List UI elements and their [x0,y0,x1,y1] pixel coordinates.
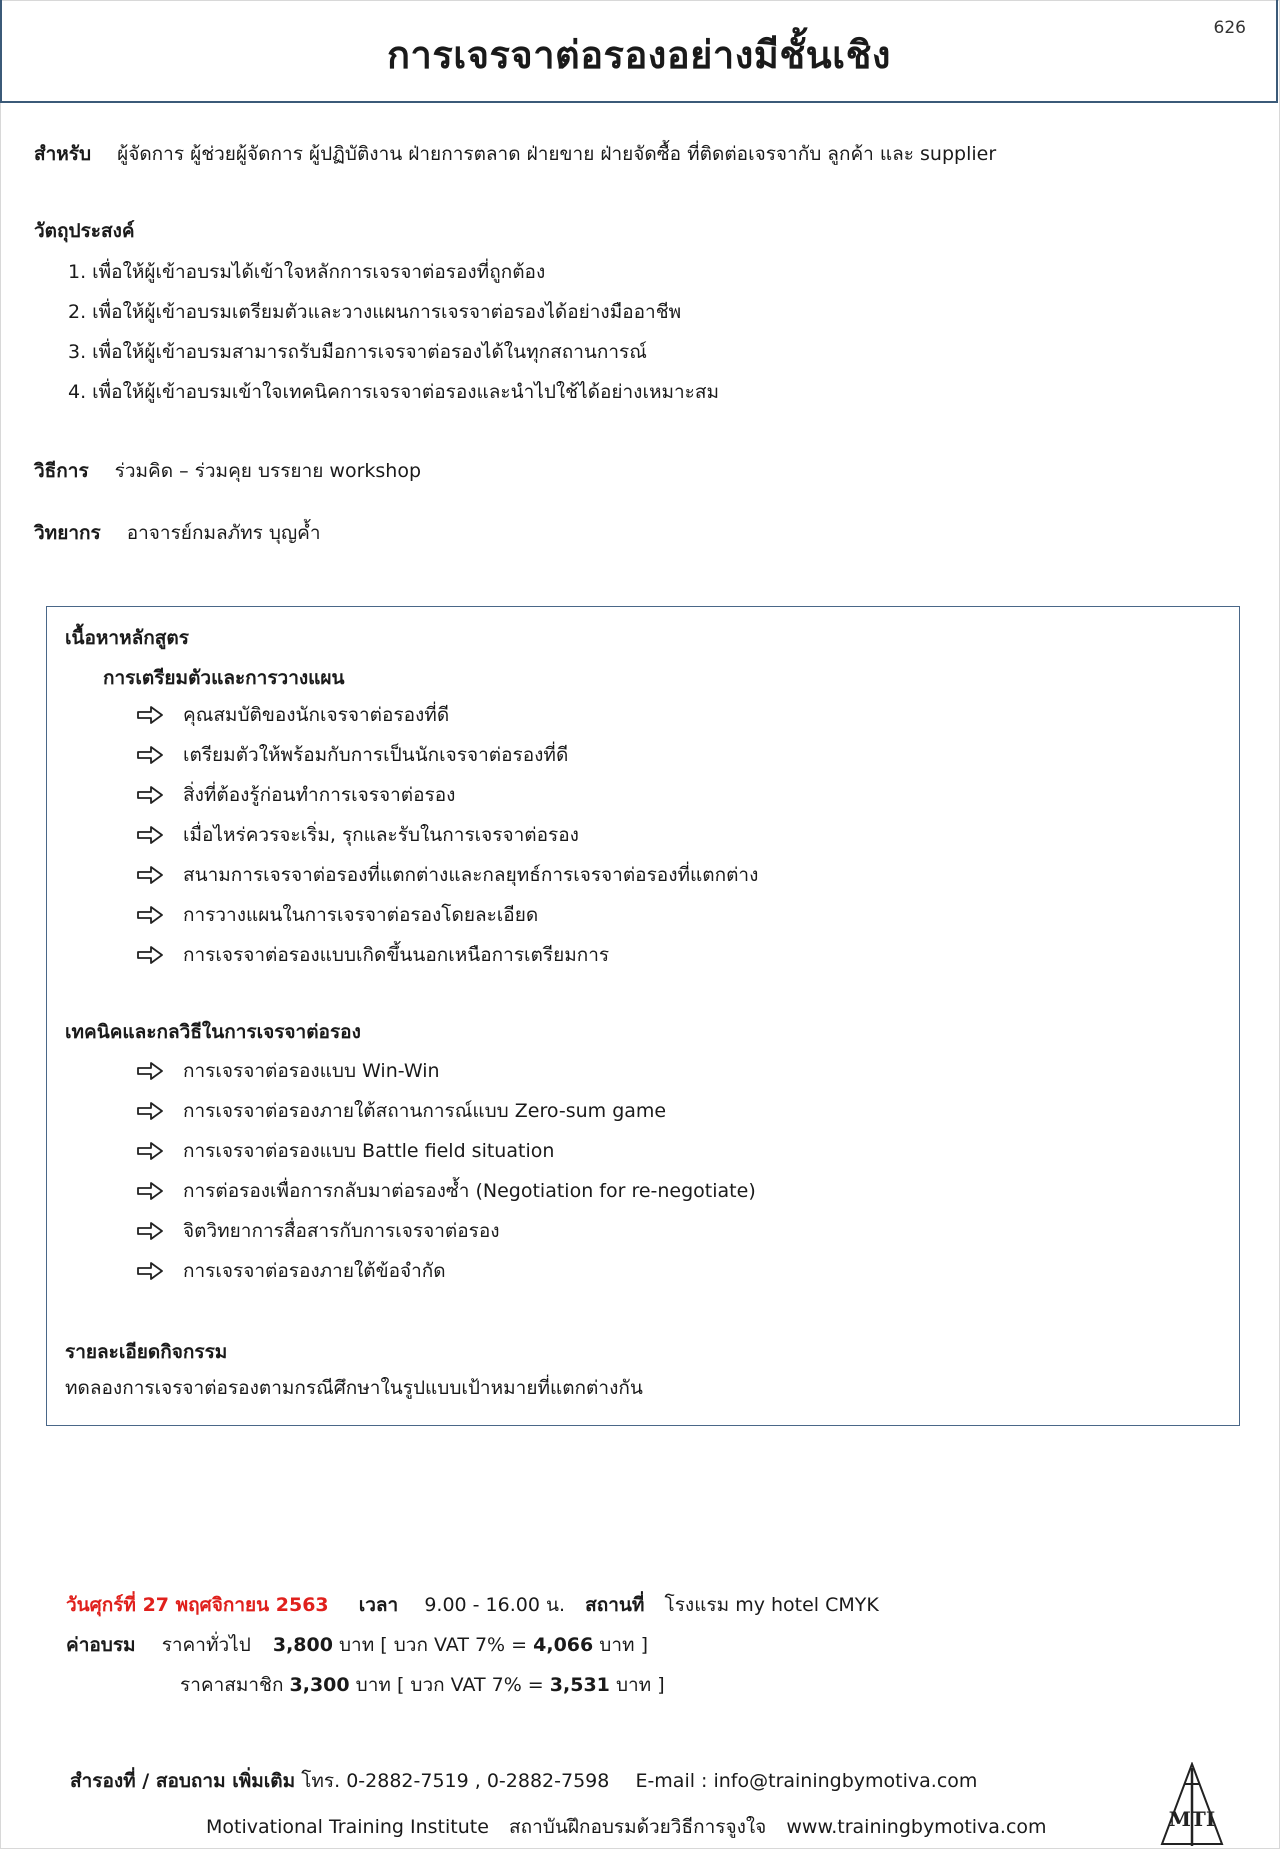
venue-label: สถานที่ [585,1594,645,1616]
member-price: 3,300 [289,1674,350,1696]
arrow-right-icon [137,866,163,884]
list-item-text: จิตวิทยาการสื่อสารกับการเจรจาต่อรอง [183,1220,500,1242]
arrow-right-icon [137,706,163,724]
section1-list [137,695,758,975]
arrow-right-icon [137,906,163,924]
section1-heading: การเตรียมตัวและการวางแผน [103,667,345,689]
arrow-right-icon [137,946,163,964]
fee-general-row [66,1630,648,1660]
general-suffix: บาท ] [599,1634,648,1656]
list-item-text: การเจรจาต่อรองภายใต้ข้อจำกัด [183,1260,446,1282]
speaker-label: วิทยากร [34,522,101,544]
list-item-text: เมื่อไหร่ควรจะเริ่ม, รุกและรับในการเจรจาต่อรอง [183,824,579,846]
audience-label: สำหรับ [34,143,92,165]
fee-label: ค่าอบรม [66,1634,136,1656]
page-number: 626 [1213,18,1246,38]
speaker-row [34,518,321,548]
mti-logo [1160,1762,1224,1846]
method-label: วิธีการ [34,460,89,482]
objectives-list [68,258,719,418]
objective-item: 3. เพื่อให้ผู้เข้าอบรมสามารถรับมือการเจรจาต่อรองได้ในทุกสถานการณ์ [68,341,647,363]
member-total: 3,531 [549,1674,610,1696]
arrow-right-icon [137,746,163,764]
arrow-right-icon [137,786,163,804]
list-item-text: การต่อรองเพื่อการกลับมาต่อรองซ้ำ (Negotiation for re-negotiate) [183,1180,756,1202]
event-date: วันศุกร์ที่ 27 พฤศจิกายน 2563 [66,1594,329,1616]
general-price-label: ราคาทั่วไป [161,1634,251,1656]
arrow-right-icon [137,1102,163,1120]
list-item [137,1251,756,1291]
list-item [137,1051,756,1091]
list-item-text: การวางแผนในการเจรจาต่อรองโดยละเอียด [183,904,539,926]
arrow-right-icon [137,1142,163,1160]
website-link[interactable]: www.trainingbymotiva.com [786,1816,1047,1838]
list-item [137,815,758,855]
member-vat-prefix: บาท [ บวก VAT 7% = [355,1674,544,1696]
contact-row [70,1766,977,1796]
time-label: เวลา [358,1594,399,1616]
method-text: ร่วมคิด – ร่วมคุย บรรยาย workshop [114,460,422,482]
content-heading: เนื้อหาหลักสูตร [65,627,189,649]
audience-row [34,139,996,169]
arrow-right-icon [137,1062,163,1080]
org-name-th: สถาบันฝึกอบรมด้วยวิธีการจูงใจ [509,1816,767,1838]
objectives-heading: วัตถุประสงค์ [34,220,135,242]
event-venue: โรงแรม my hotel CMYK [664,1594,879,1616]
list-item-text: คุณสมบัติของนักเจรจาต่อรองที่ดี [183,704,450,726]
logo-text: MTI [1168,1807,1216,1831]
general-total: 4,066 [533,1634,594,1656]
schedule-row [66,1590,879,1620]
org-name-en: Motivational Training Institute [206,1816,489,1838]
contact-email: E-mail : info@trainingbymotiva.com [635,1770,978,1792]
list-item [137,1091,756,1131]
objective-item: 2. เพื่อให้ผู้เข้าอบรมเตรียมตัวและวางแผนการเจรจาต่อรองได้อย่างมืออาชีพ [68,301,682,323]
list-item [137,695,758,735]
activity-text: ทดลองการเจรจาต่อรองตามกรณีศึกษาในรูปแบบเป้าหมายที่แตกต่างกัน [65,1377,643,1399]
title-header [0,0,1278,103]
activity-heading: รายละเอียดกิจกรรม [65,1341,228,1363]
speaker-text: อาจารย์กมลภัทร บุญค้ำ [126,522,321,544]
course-content-box [46,606,1240,1426]
contact-phone: โทร. 0-2882-7519 , 0-2882-7598 [301,1770,610,1792]
list-item-text: การเจรจาต่อรองแบบ Battle field situation [183,1140,555,1162]
list-item [137,1131,756,1171]
list-item [137,855,758,895]
audience-text: ผู้จัดการ ผู้ช่วยผู้จัดการ ผู้ปฏิบัติงาน ฝ่ายการตลาด ฝ่ายขาย ฝ่ายจัดซื้อ ที่ติดต่อเจรจากับ ลูกค้า และ supplier [117,143,997,165]
list-item-text: สนามการเจรจาต่อรองที่แตกต่างและกลยุทธ์การเจรจาต่อรองที่แตกต่าง [183,864,759,886]
event-time: 9.00 - 16.00 น. [424,1594,566,1616]
list-item [137,1171,756,1211]
footer-row [206,1812,1047,1842]
list-item [137,895,758,935]
list-item-text: สิ่งที่ต้องรู้ก่อนทำการเจรจาต่อรอง [183,784,456,806]
member-price-label: ราคาสมาชิก [180,1674,284,1696]
page-title: การเจรจาต่อรองอย่างมีชั้นเชิง [387,33,891,77]
section2-list [137,1051,756,1291]
arrow-right-icon [137,826,163,844]
list-item [137,735,758,775]
arrow-right-icon [137,1182,163,1200]
arrow-right-icon [137,1262,163,1280]
method-row [34,456,421,486]
general-price: 3,800 [272,1634,333,1656]
list-item [137,1211,756,1251]
list-item-text: เตรียมตัวให้พร้อมกับการเป็นนักเจรจาต่อรองที่ดี [183,744,569,766]
list-item [137,935,758,975]
list-item [137,775,758,815]
general-vat-prefix: บาท [ บวก VAT 7% = [339,1634,528,1656]
arrow-right-icon [137,1222,163,1240]
list-item-text: การเจรจาต่อรองแบบเกิดขึ้นนอกเหนือการเตรียมการ [183,944,610,966]
member-suffix: บาท ] [615,1674,665,1696]
objective-item: 1. เพื่อให้ผู้เข้าอบรมได้เข้าใจหลักการเจรจาต่อรองที่ถูกต้อง [68,261,546,283]
section2-heading: เทคนิคและกลวิธีในการเจรจาต่อรอง [65,1021,361,1043]
list-item-text: การเจรจาต่อรองภายใต้สถานการณ์แบบ Zero-sum game [183,1100,667,1122]
list-item-text: การเจรจาต่อรองแบบ Win-Win [183,1060,440,1082]
fee-member-row [180,1670,665,1700]
contact-label: สำรองที่ / สอบถาม เพิ่มเติม [70,1770,296,1792]
objective-item: 4. เพื่อให้ผู้เข้าอบรมเข้าใจเทคนิคการเจรจาต่อรองและนำไปใช้ได้อย่างเหมาะสม [68,381,719,403]
